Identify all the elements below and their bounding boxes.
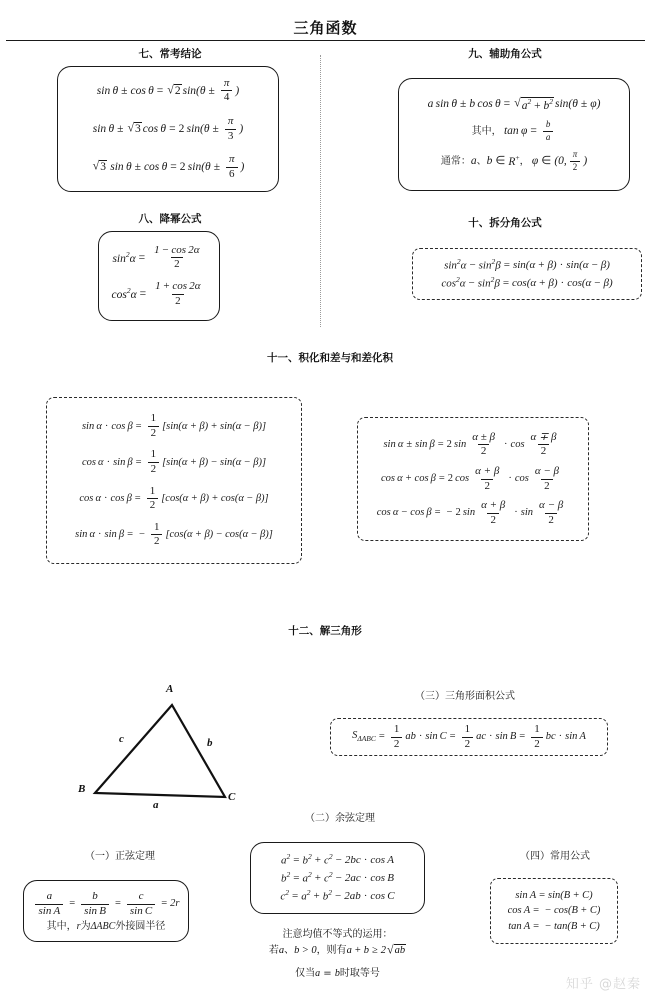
title-divider-rule: [6, 40, 645, 41]
formula-box-section-10: [412, 248, 642, 300]
section-heading-7: 七、常考结论: [138, 48, 202, 60]
formula-common-1: sin A = sin(B + C): [515, 889, 593, 901]
page-title: 三角函数: [293, 19, 358, 37]
subsection-heading-3: （三）三角形面积公式: [415, 691, 515, 702]
subsection-heading-4: （四）常用公式: [520, 851, 590, 862]
formula-9-2: 其中， tan φ = $\frac{b}{a}$: [472, 120, 557, 142]
section-heading-12: 十二、解三角形: [288, 625, 362, 637]
triangle-shape: [95, 705, 225, 797]
formula-7-3: √ 3 sin θ ± cos θ = 2 sin(θ ± $\frac{\pi}{6}$ ): [92, 153, 245, 180]
inequality-note-line-3: 仅当a = b时取等号: [295, 968, 380, 979]
formula-box-law-of-sines: [23, 880, 189, 942]
formula-box-common-formulas: [490, 878, 618, 944]
formula-box-section-11-left: [46, 397, 302, 564]
formula-10-1: $\sin^2\alpha$ − $\sin^2\beta$ = sin(α + β) · sin(α − β): [444, 257, 610, 272]
formula-common-2: cos A = − cos(B + C): [507, 905, 601, 917]
vertical-dotted-divider: [320, 55, 321, 327]
triangle-side-b: b: [207, 737, 213, 749]
formula-11-right-2: cos α + cos β = 2 cos $\frac{\alpha + \beta}{2}$ · cos $\frac{\alpha - \beta}{2}$: [380, 464, 560, 492]
inequality-note-line-2: 若 a 、 b > 0 ，则有 a + b ≥ 2 √ ab: [268, 942, 406, 957]
watermark: 知乎 @赵秦: [565, 977, 641, 992]
formula-box-section-11-right: [357, 417, 589, 541]
section-heading-9: 九、辅助角公式: [468, 48, 542, 60]
triangle-vertex-A: A: [166, 683, 174, 695]
triangle-vertex-C: C: [228, 791, 236, 803]
triangle-vertex-B: B: [78, 783, 86, 795]
section-heading-11: 十一、积化和差与和差化积: [267, 352, 393, 364]
triangle-side-a: a: [153, 799, 159, 811]
triangle-side-c: c: [119, 733, 124, 745]
formula-cosines-1: $a^2$ = $b^2$ + $c^2$ − 2bc · cos A: [281, 852, 394, 868]
formula-box-section-7: [57, 66, 279, 192]
formula-11-left-1: sin α · cos β = $\frac{1}{2}$ [sin(α + β) + sin(α − β)]: [81, 412, 267, 439]
formula-triangle-area: $S_{\Delta ABC}$ = $\frac{1}{2}$ ab · sin C = $\frac{1}{2}$ ac · sin B = $\frac{1}{2}$ bc · sin A: [352, 722, 586, 750]
formula-box-law-of-cosines: [250, 842, 425, 914]
formula-common-3: tan A = − tan(B + C): [508, 920, 600, 932]
formula-11-right-1: sin α ± sin β = 2 sin $\frac{\alpha \pm \beta}{2}$ · cos $\frac{\alpha \mp \beta}{2}$: [383, 430, 557, 458]
formula-10-2: $\cos^2\alpha$ − $\sin^2\beta$ = cos(α + β) · cos(α − β): [441, 275, 613, 290]
formula-11-right-3: cos α − cos β = − 2 sin $\frac{\alpha + \beta}{2}$ · sin $\frac{\alpha - \beta}{2}$: [376, 499, 564, 526]
formula-11-left-3: cos α · cos β = $\frac{1}{2}$ [cos(α + β) + cos(α − β)]: [79, 484, 269, 512]
formula-11-left-2: cos α · sin β = $\frac{1}{2}$ [sin(α + β) − sin(α − β)]: [81, 448, 267, 475]
formula-cosines-3: $c^2$ = $a^2$ + $b^2$ − 2ab · cos C: [280, 887, 395, 903]
triangle-diagram: [75, 675, 265, 811]
formula-9-1: a sin θ ± b cos θ = √ $a^2 + b^2$ sin(θ ± φ): [427, 95, 601, 112]
formula-sines: $\frac{a}{\text{sin A}}$ = $\frac{b}{\text{sin B}}$ = $\frac{c}{\text{sin C}}$ = 2r: [32, 891, 179, 917]
formula-8-2: $\cos^2\alpha$ = $\frac{1 + \cos 2\alpha}{2}$: [111, 280, 201, 307]
formula-7-1: sin θ ± cos θ = √ 2 sin(θ ± $\frac{\pi}{4}$ ): [96, 76, 240, 104]
formula-box-section-8: [98, 231, 220, 321]
inequality-note-line-1: 注意均值不等式的运用：: [282, 929, 393, 940]
formula-box-triangle-area: [330, 718, 608, 756]
subsection-heading-2: （二）余弦定理: [305, 813, 375, 824]
formula-sines-note: 其中， r 为 ΔABC 外接圆半径: [46, 921, 166, 933]
section-heading-10: 十、拆分角公式: [468, 217, 542, 229]
section-heading-8: 八、降幂公式: [138, 213, 202, 225]
formula-9-3: 通常： a 、 b ∈ R+ ， φ ∈ (0, $\frac{\pi}{2}$ ): [440, 149, 588, 172]
formula-11-left-4: sin α · sin β = − $\frac{1}{2}$ [cos(α + β) − cos(α − β)]: [75, 520, 273, 548]
formula-cosines-2: $b^2$ = $a^2$ + $c^2$ − 2ac · cos B: [281, 870, 394, 885]
subsection-heading-1: （一）正弦定理: [85, 851, 155, 862]
formula-8-1: $\sin^2\alpha$ = $\frac{1 - \cos 2\alpha}{2}$: [112, 243, 200, 271]
formula-7-2: sin θ ± √ 3 cos θ = 2 sin(θ ± $\frac{\pi}{3}$ ): [92, 114, 244, 142]
formula-box-section-9: [398, 78, 630, 191]
